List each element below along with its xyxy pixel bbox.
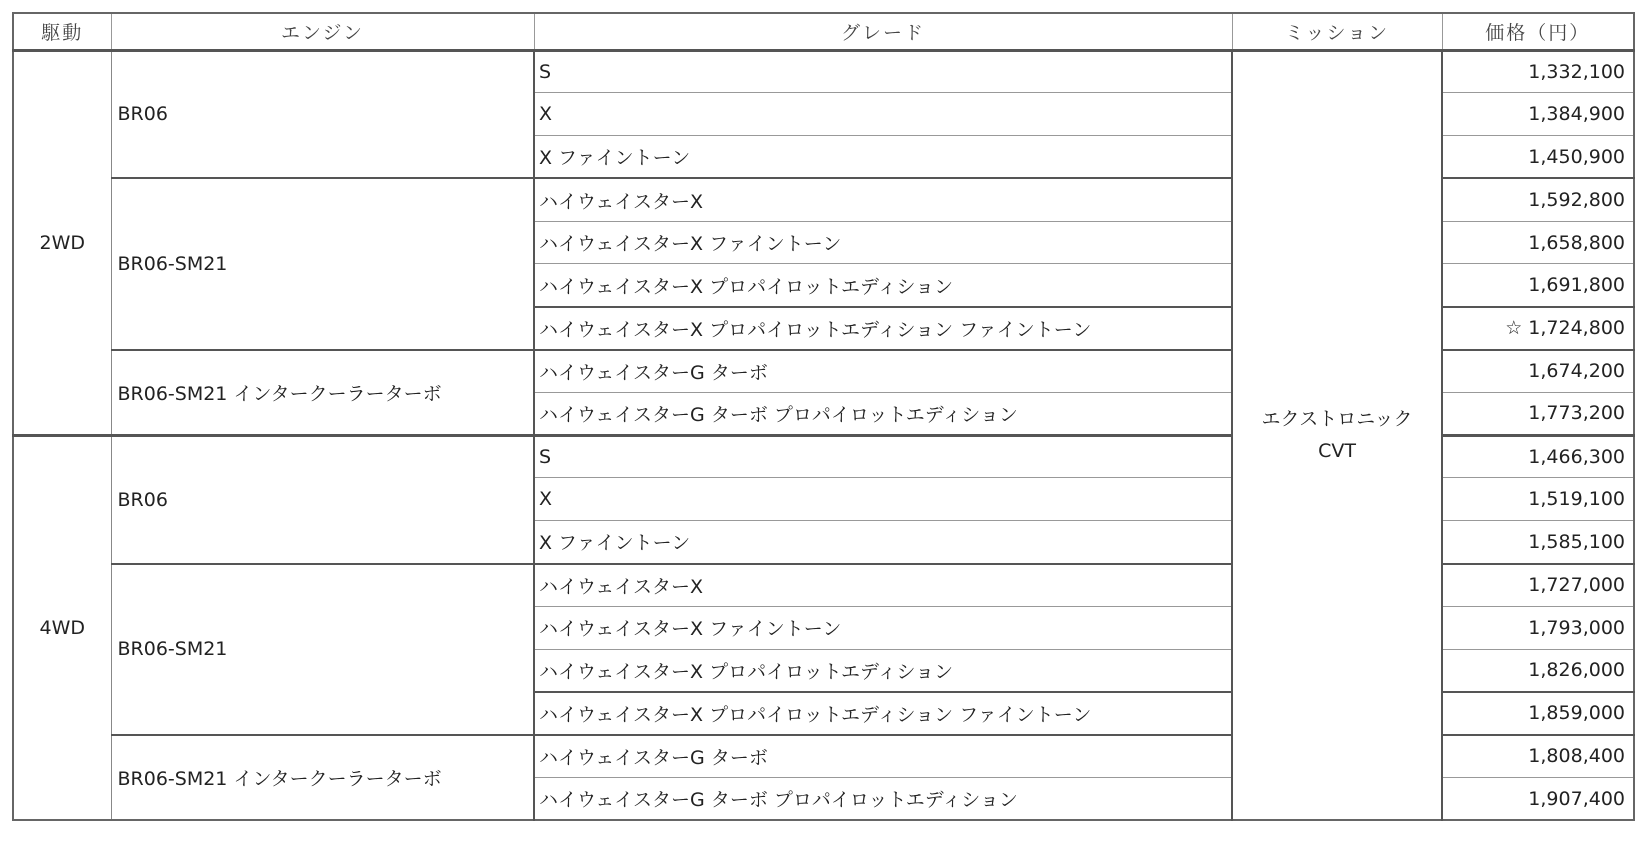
mission-cell [1232,50,1442,820]
grade-cell: ハイウェイスターX プロパイロットエディション [534,264,1232,307]
header-row [13,13,1634,50]
price-cell: 1,859,000 [1442,692,1634,735]
grade-cell: ハイウェイスターG ターボ [534,350,1232,393]
table-row [13,50,1634,93]
header-engine: エンジン [111,13,534,50]
grade-cell: ハイウェイスターX プロパイロットエディション [534,649,1232,692]
drive-cell: 4WD [13,435,111,820]
grade-cell: ハイウェイスターX ファイントーン [534,606,1232,649]
price-cell: 1,450,900 [1442,136,1634,179]
engine-cell: BR06-SM21 インタークーラーターボ [111,735,534,821]
grade-cell: ハイウェイスターX プロパイロットエディション ファイントーン [534,307,1232,350]
price-cell: 1,592,800 [1442,178,1634,221]
header-mission: ミッション [1232,13,1442,50]
grade-cell: X [534,93,1232,136]
grade-cell: ハイウェイスターX [534,564,1232,607]
grade-cell: S [534,50,1232,93]
price-cell: 1,585,100 [1442,521,1634,564]
grade-cell: X [534,478,1232,521]
price-cell: 1,826,000 [1442,649,1634,692]
grade-cell: X ファイントーン [534,136,1232,179]
header-price: 価格（円） [1442,13,1634,50]
drive-cell: 2WD [13,50,111,435]
header-grade: グレード [534,13,1232,50]
mission-line1: エクストロニック [1261,408,1413,431]
engine-cell: BR06 [111,435,534,563]
mission-line2: CVT [1318,440,1356,463]
engine-cell: BR06 [111,50,534,178]
price-cell: 1,674,200 [1442,350,1634,393]
price-cell: 1,907,400 [1442,778,1634,821]
price-cell: 1,773,200 [1442,392,1634,435]
price-cell: 1,793,000 [1442,606,1634,649]
price-cell: 1,332,100 [1442,50,1634,93]
engine-cell: BR06-SM21 インタークーラーターボ [111,350,534,436]
grade-cell: ハイウェイスターX プロパイロットエディション ファイントーン [534,692,1232,735]
grade-cell: S [534,435,1232,478]
price-cell: 1,466,300 [1442,435,1634,478]
price-cell: ☆ 1,724,800 [1442,307,1634,350]
grade-cell: ハイウェイスターG ターボ [534,735,1232,778]
header-drive: 駆動 [13,13,111,50]
engine-cell: BR06-SM21 [111,178,534,349]
price-table [12,12,1635,821]
price-cell: 1,658,800 [1442,221,1634,264]
price-cell: 1,519,100 [1442,478,1634,521]
price-cell: 1,384,900 [1442,93,1634,136]
price-cell: 1,727,000 [1442,564,1634,607]
grade-cell: ハイウェイスターX [534,178,1232,221]
price-cell: 1,808,400 [1442,735,1634,778]
grade-cell: ハイウェイスターX ファイントーン [534,221,1232,264]
engine-cell: BR06-SM21 [111,564,534,735]
grade-cell: X ファイントーン [534,521,1232,564]
grade-cell: ハイウェイスターG ターボ プロパイロットエディション [534,392,1232,435]
price-cell: 1,691,800 [1442,264,1634,307]
grade-cell: ハイウェイスターG ターボ プロパイロットエディション [534,778,1232,821]
